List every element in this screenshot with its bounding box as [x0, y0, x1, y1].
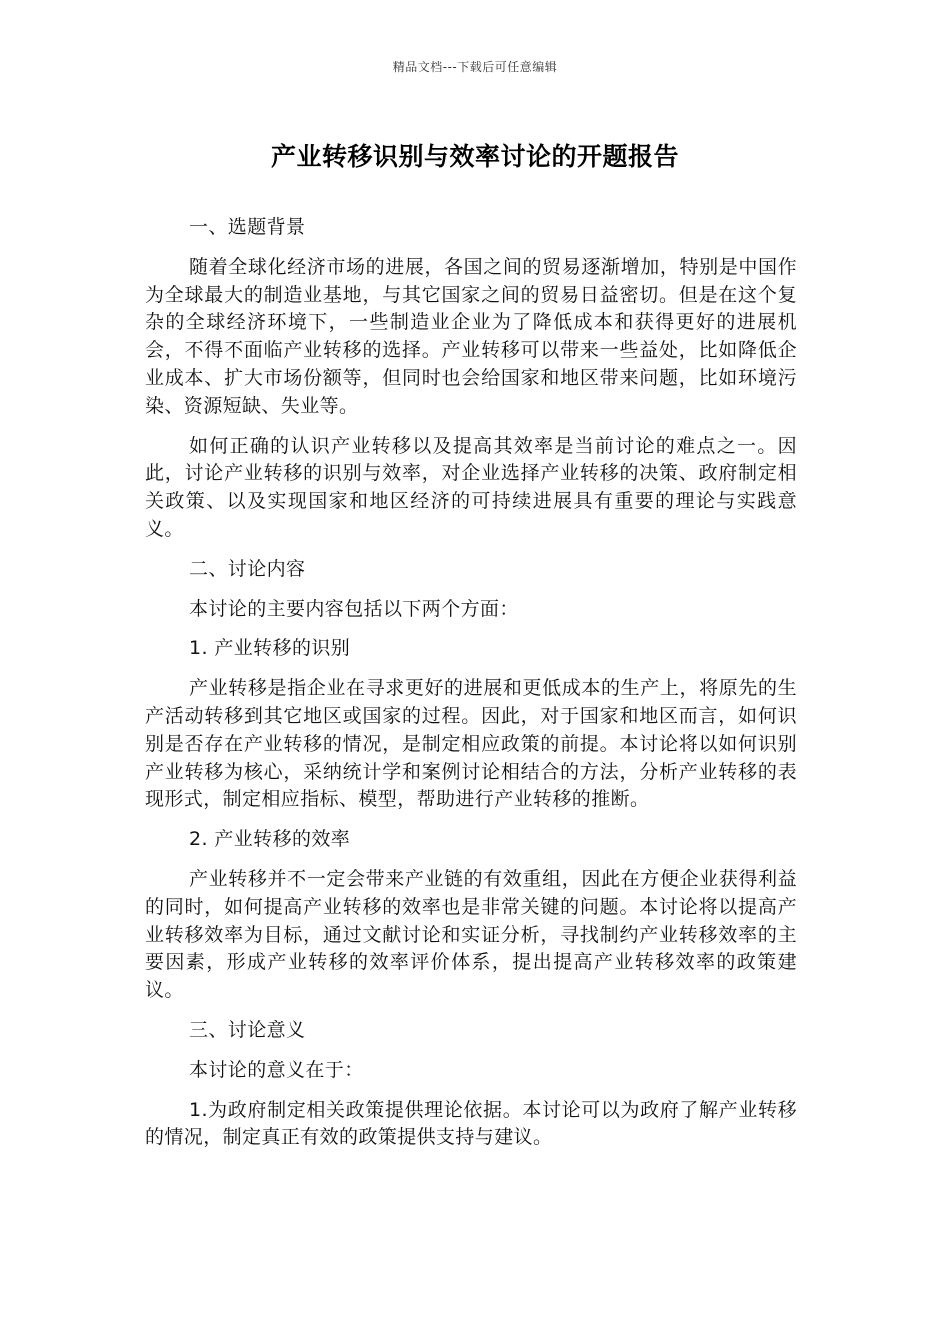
paragraph-significance-1: 1.为政府制定相关政策提供理论依据。本讨论可以为政府了解产业转移的情况，制定真正有效的政策提供支持与建议。 [145, 1098, 797, 1149]
subsection-heading-identification: 1. 产业转移的识别 [189, 637, 351, 660]
paragraph-efficiency: 产业转移并不一定会带来产业链的有效重组，因此在方便企业获得利益的同时，如何提高产业转移的效率也是非常关键的问题。本讨论将以提高产业转移效率为目标，通过文献讨论和实证分析，寻找制约产业转移效率的主要因素，形成产业转移的效率评价体系，提出提高产业转移效率的政策建议。 [145, 867, 797, 1002]
paragraph-identification: 产业转移是指企业在寻求更好的进展和更低成本的生产上，将原先的生产活动转移到其它地区或国家的过程。因此，对于国家和地区而言，如何识别是否存在产业转移的情况，是制定相应政策的前提。本讨论将以如何识别产业转移为核心，采纳统计学和案例讨论相结合的方法，分析产业转移的表现形式，制定相应指标、模型，帮助进行产业转移的推断。 [145, 677, 797, 811]
document-title: 产业转移识别与效率讨论的开题报告 [270, 142, 679, 171]
header-note: 精品文档---下载后可任意编辑 [392, 60, 558, 74]
section-heading-content: 二、讨论内容 [189, 557, 306, 580]
subsection-heading-efficiency: 2. 产业转移的效率 [189, 828, 351, 851]
paragraph-background-1: 随着全球化经济市场的进展，各国之间的贸易逐渐增加，特别是中国作为全球最大的制造业基地，与其它国家之间的贸易日益密切。但是在这个复杂的全球经济环境下，一些制造业企业为了降低成本和获得更好的进展机会，不得不面临产业转移的选择。产业转移可以带来一些益处，比如降低企业成本、扩大市场份额等，但同时也会给国家和地区带来问题，比如环境污染、资源短缺、失业等。 [145, 255, 797, 417]
section-heading-significance: 三、讨论意义 [189, 1018, 306, 1041]
paragraph-significance-intro: 本讨论的意义在于： [189, 1058, 364, 1081]
paragraph-content-intro: 本讨论的主要内容包括以下两个方面： [189, 597, 519, 620]
paragraph-background-2: 如何正确的认识产业转移以及提高其效率是当前讨论的难点之一。因此，讨论产业转移的识别与效率，对企业选择产业转移的决策、政府制定相关政策、以及实现国家和地区经济的可持续进展具有重要的理论与实践意义。 [145, 434, 797, 540]
document-body [145, 214, 797, 1164]
section-heading-background: 一、选题背景 [189, 216, 306, 238]
